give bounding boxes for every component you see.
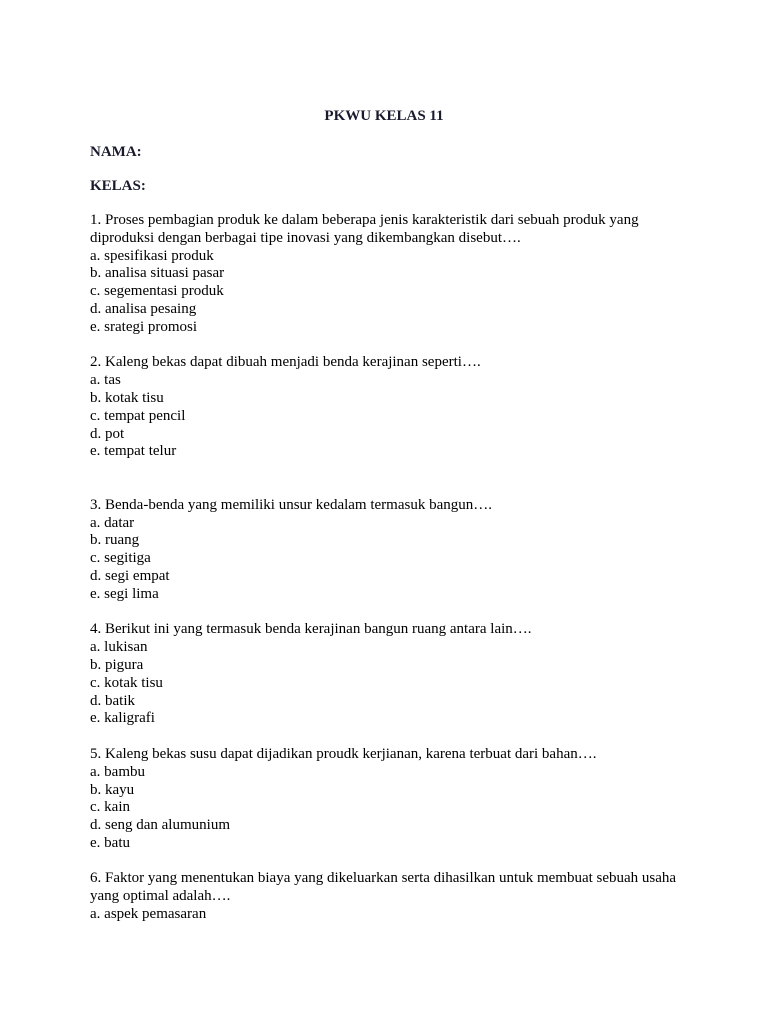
answer-option: d. analisa pesaing xyxy=(90,300,197,317)
question-text: 2. Kaleng bekas dapat dibuah menjadi benda kerajinan seperti…. xyxy=(90,354,481,371)
answer-option: b. ruang xyxy=(90,532,140,549)
answer-option: a. aspek pemasaran xyxy=(90,906,207,923)
question-text: 1. Proses pembagian produk ke dalam beberapa jenis karakteristik dari sebuah produk yang diproduksi dengan berbagai tipe inovasi yang dikembangkan disebut…. xyxy=(90,212,639,246)
answer-option: c. tempat pencil xyxy=(90,407,186,424)
question-item xyxy=(90,497,680,604)
answer-option: c. kotak tisu xyxy=(90,674,163,691)
answer-option: e. tempat telur xyxy=(90,443,177,460)
question-item xyxy=(90,212,680,337)
answer-option: e. batu xyxy=(90,834,130,851)
answer-option: d. pot xyxy=(90,425,125,442)
answer-option: a. lukisan xyxy=(90,639,148,656)
nama-field-label: NAMA: xyxy=(90,144,142,160)
answer-option: c. kain xyxy=(90,799,130,816)
answer-option: b. analisa situasi pasar xyxy=(90,265,225,282)
answer-option: a. spesifikasi produk xyxy=(90,247,214,264)
answer-option: e. segi lima xyxy=(90,585,159,602)
answer-option: c. segitiga xyxy=(90,550,151,567)
answer-option: e. srategi promosi xyxy=(90,318,198,335)
answer-option: d. segi empat xyxy=(90,567,170,584)
answer-option: a. datar xyxy=(90,514,135,531)
answer-option: b. kotak tisu xyxy=(90,389,164,406)
question-item xyxy=(90,621,680,728)
answer-option: e. kaligrafi xyxy=(90,710,155,727)
answer-option: d. batik xyxy=(90,692,135,709)
answer-option: c. segementasi produk xyxy=(90,283,224,300)
answer-option: a. tas xyxy=(90,372,121,389)
question-item xyxy=(90,354,680,461)
answer-option: d. seng dan alumunium xyxy=(90,817,230,834)
question-text: 6. Faktor yang menentukan biaya yang dikeluarkan serta dihasilkan untuk membuat sebuah usaha yang optimal adalah…. xyxy=(90,870,677,905)
question-text: 3. Benda-benda yang memiliki unsur kedalam termasuk bangun…. xyxy=(90,496,492,513)
question-text: 5. Kaleng bekas susu dapat dijadikan proudk kerjianan, karena terbuat dari bahan…. xyxy=(90,745,597,762)
answer-option: b. kayu xyxy=(90,781,135,798)
answer-option: b. pigura xyxy=(90,656,144,673)
document-title: PKWU KELAS 11 xyxy=(324,108,444,124)
question-list xyxy=(90,212,680,942)
question-item xyxy=(90,746,680,853)
question-text: 4. Berikut ini yang termasuk benda kerajinan bangun ruang antara lain…. xyxy=(90,621,532,638)
kelas-field-label: KELAS: xyxy=(90,178,146,194)
answer-option: a. bambu xyxy=(90,763,145,780)
question-item xyxy=(90,870,680,923)
